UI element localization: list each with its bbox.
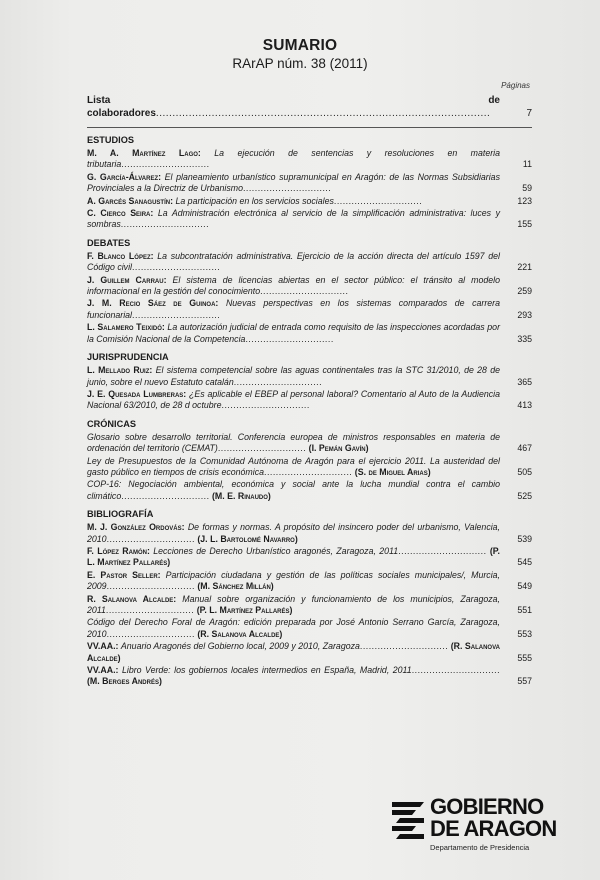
entry-title: El sistema competencial sobre las aguas continentales tras la STC 31/2010, de 28 de junio, sobre el nuevo Estatuto catalán <box>87 365 500 387</box>
entry-title: El planeamiento urbanístico supramunicipal en Aragón: de las Normas Subsidiarias Provinciales a la Directriz de Urbanismo <box>87 171 500 194</box>
aragon-stripes-icon <box>390 800 426 840</box>
entry-page-number: 293 <box>517 309 532 320</box>
department-name: Departamento de Presidencia <box>430 843 530 852</box>
leader-dots: .............................. <box>121 159 210 170</box>
leader-dots: .............................. <box>359 641 449 652</box>
entry-reviewer: (R. Salanova Alcalde) <box>197 628 283 639</box>
leader-dots: .............................. <box>398 545 487 556</box>
pages-column-label: Páginas <box>501 81 530 90</box>
entry-author: G. García-Álvarez: <box>87 171 162 182</box>
toc-entry[interactable] <box>87 298 532 321</box>
entry-title: La participación en los servicios sociales <box>175 195 334 206</box>
entry-page-number: 335 <box>517 333 532 344</box>
section-heading: ESTUDIOS <box>87 135 134 145</box>
entry-title: De formas y normas. A propósito del insincero poder del urbanismo, Valencia, 2010 <box>87 522 501 544</box>
toc-entry[interactable] <box>87 479 532 502</box>
entry-author: A. Garcés Sanagustín: <box>87 195 173 206</box>
leader-dots: .............................. <box>121 490 210 501</box>
lead-label: Lista de colaboradores <box>87 95 500 119</box>
entry-title: Ley de Presupuestos de la Comunidad Autónoma de Aragón para el ejercicio 2011. La austeridad del gasto público en tiempos de crisis económica <box>87 455 500 477</box>
leader-dots: .............................. <box>106 581 195 592</box>
entry-page-number: 549 <box>517 581 532 592</box>
entry-page-number: 59 <box>522 183 532 194</box>
entry-reviewer: (P. L. Martínez Pallarés) <box>196 605 293 615</box>
entry-page-number: 551 <box>517 605 532 615</box>
toc-entry[interactable] <box>87 251 532 274</box>
toc-entry[interactable] <box>87 456 532 479</box>
entry-author: VV.AA.: <box>87 641 119 652</box>
entry-title: Nuevas perspectivas en los sistemas comparados de carrera funcionarial <box>87 298 500 320</box>
entry-title: El sistema de licencias abiertas en el sector público: el tránsito al modelo informacional en la gestión del conocimiento <box>87 274 500 297</box>
toc-entry[interactable] <box>87 665 532 688</box>
toc-entry[interactable] <box>87 641 532 664</box>
logo-line-1: GOBIERNO <box>430 794 544 819</box>
entry-author: C. Cierco Seira: <box>87 208 154 219</box>
toc-entry[interactable] <box>87 172 532 195</box>
entry-title: Lecciones de Derecho Urbanístico aragonés, Zaragoza, 2011 <box>153 545 399 556</box>
entry-author: J. Guillem Carrau: <box>87 274 167 285</box>
leader-dots: .............................. <box>242 183 332 194</box>
entry-title: ¿Es aplicable el EBEP al personal laboral? Comentario al Auto de la Audiencia Nacional 63/2010, de 28 d octubre <box>87 388 500 411</box>
entry-author: J. E. Quesada Lumbreras: <box>87 388 187 399</box>
section-heading: DEBATES <box>87 237 131 248</box>
entry-page-number: 557 <box>517 676 532 687</box>
entry-author: J. M. Recio Sáez de Guinoa: <box>87 298 219 309</box>
gobierno-aragon-logo <box>390 796 580 856</box>
entry-title: La autorización judicial de entrada como requisito de las inspecciones acordadas por la Comisión Nacional de la Competencia <box>87 322 501 344</box>
leader-dots: .............................. <box>106 533 195 544</box>
entry-reviewer: (M. Berges Andrés) <box>87 676 162 687</box>
toc-entry[interactable] <box>87 570 532 593</box>
toc-entry[interactable] <box>87 196 532 207</box>
entry-title: La Administración electrónica al servicio de la simplificación administrativa: luces y sombras <box>87 208 500 230</box>
journal-issue: RArAP núm. 38 (2011) <box>232 56 368 71</box>
leader-dots: .............................. <box>106 628 195 639</box>
entry-title: Anuario Aragonés del Gobierno local, 2009 y 2010, Zaragoza <box>120 641 360 652</box>
toc-entry[interactable] <box>87 389 532 412</box>
entry-page-number: 525 <box>517 490 532 501</box>
toc-entry[interactable] <box>87 365 532 388</box>
entry-reviewer: (M. Sánchez Millán) <box>197 581 274 592</box>
entry-title: Glosario sobre desarrollo territorial. Conferencia europea de ministros responsables en materia de ordenación del territorio (CEMAT) <box>87 431 500 454</box>
entry-author: L. Salamero Teixidó: <box>87 322 165 333</box>
entry-page-number: 553 <box>517 628 532 639</box>
entry-reviewer: (M. E. Rinaudo) <box>212 490 271 501</box>
entry-author: F. López Ramón: <box>87 545 150 556</box>
entry-author: R. Salanova Alcalde: <box>87 593 177 604</box>
toc-entry[interactable] <box>87 208 532 231</box>
entry-page-number: 545 <box>517 557 532 568</box>
leader-dots: .............................. <box>217 443 307 454</box>
entry-author: VV.AA.: <box>87 665 119 676</box>
table-of-contents <box>87 94 532 689</box>
leader-dots: .............................. <box>333 195 423 206</box>
entry-title: Manual sobre organización y funcionamiento de los municipios, Zaragoza, 2011 <box>87 593 501 615</box>
toc-entry[interactable] <box>87 546 532 569</box>
entry-page-number: 123 <box>517 195 532 206</box>
entry-title: La subcontratación administrativa. Ejercicio de la acción directa del artículo 1597 del Código civil <box>87 250 500 273</box>
entry-reviewer: (R. Salanova Alcalde) <box>87 641 500 663</box>
leader-dots: .............................. <box>411 665 501 676</box>
toc-entry[interactable] <box>87 594 532 617</box>
entry-reviewer: (S. de Miguel Arias) <box>354 466 431 477</box>
section-heading: BIBLIOGRAFÍA <box>87 509 154 520</box>
header-divider <box>87 127 532 128</box>
entry-reviewer: (I. Pemán Gavín) <box>308 443 369 454</box>
leader-dots: .............................. <box>132 309 221 320</box>
leader-dots: .............................. <box>233 376 323 387</box>
entry-page-number: 467 <box>517 443 532 454</box>
section-heading: JURISPRUDENCIA <box>87 352 169 363</box>
entry-page-number: 365 <box>517 376 532 387</box>
entry-author: M. J. González Ordovás: <box>87 522 185 533</box>
toc-sections <box>87 134 532 688</box>
leader-dots: .............................. <box>260 286 349 297</box>
entry-reviewer: (P. L. Martínez Pallarés) <box>87 545 500 568</box>
entry-title: La ejecución de sentencias y resoluciones en materia tributaria <box>87 148 500 170</box>
entry-author: L. Mellado Ruiz: <box>87 365 153 376</box>
page-title: SUMARIO <box>262 37 338 54</box>
section-heading: CRÓNICAS <box>87 418 137 429</box>
entry-title: Código del Derecho Foral de Aragón: edición preparada por José Antonio Serrano García, Zaragoza, 2010 <box>87 617 500 639</box>
leader-dots: .............................. <box>221 400 310 411</box>
entry-page-number: 539 <box>517 533 532 544</box>
entry-title: COP-16: Negociación ambiental, económica y social ante la lucha mundial contra el cambio climático <box>87 479 500 501</box>
toc-lead-entry[interactable] <box>87 94 532 120</box>
entry-author: F. Blanco López: <box>87 250 154 261</box>
entry-page-number: 11 <box>522 159 532 170</box>
entry-page-number: 505 <box>517 466 532 477</box>
toc-entry[interactable] <box>87 148 532 171</box>
toc-entry[interactable] <box>87 322 532 345</box>
leader-dots: .............................. <box>131 262 221 273</box>
entry-title: Participación ciudadana y gestión de las políticas sociales municipales/, Murcia, 2009 <box>87 569 500 592</box>
entry-page-number: 413 <box>517 400 532 411</box>
toc-entry[interactable] <box>87 522 532 545</box>
leader-dots: ...................................................................................................... <box>155 108 491 119</box>
toc-entry[interactable] <box>87 617 532 640</box>
logo-line-2: DE ARAGON <box>430 816 557 841</box>
leader-dots: .............................. <box>245 333 334 344</box>
entry-page-number: 155 <box>517 219 532 230</box>
entry-author: E. Pastor Seller: <box>87 569 161 580</box>
leader-dots: .............................. <box>264 466 353 477</box>
toc-entry[interactable] <box>87 432 532 455</box>
leader-dots: .............................. <box>105 605 195 615</box>
entry-title: Libro Verde: los gobiernos locales intermedios en España, Madrid, 2011 <box>121 665 412 676</box>
entry-page-number: 259 <box>517 286 532 297</box>
entry-author: M. A. Martínez Lago: <box>87 148 201 158</box>
entry-reviewer: (J. L. Bartolomé Navarro) <box>197 533 298 544</box>
entry-page-number: 555 <box>517 652 532 663</box>
entry-page-number: 221 <box>517 262 532 273</box>
lead-page-number: 7 <box>526 108 532 119</box>
leader-dots: .............................. <box>120 219 210 230</box>
toc-entry[interactable] <box>87 275 532 298</box>
